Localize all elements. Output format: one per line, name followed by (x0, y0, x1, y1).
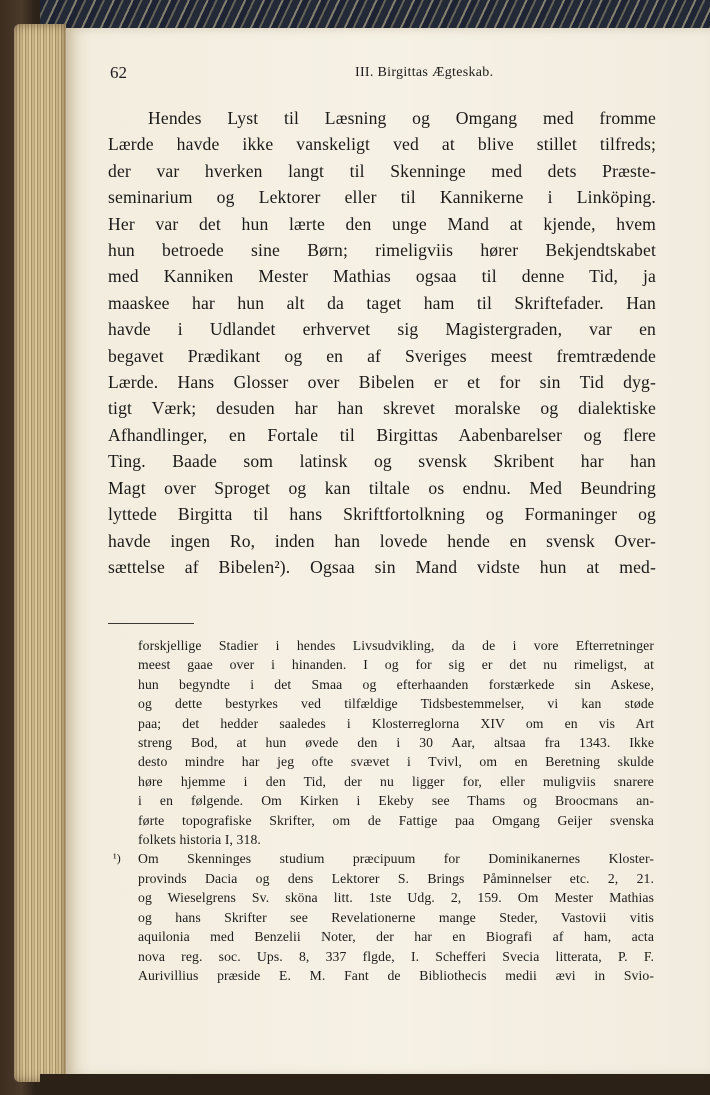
text-line: Hendes Lyst til Læsning og Omgang med fromme (148, 108, 656, 128)
main-text (108, 105, 656, 580)
footnote-line: førte topografiske Skrifter, om de Fattige paa Omgang Geijer svenska (138, 812, 654, 828)
footnote-line: hun begyndte i det Smaa og efterhaanden forstærkede sin Askese, (138, 676, 654, 692)
bottom-edge (40, 1074, 710, 1095)
text-line: Magt over Sproget og kan tiltale os endnu. Med Beundring (108, 477, 656, 498)
text-line: hun betroede sine Børn; rimeligviis hører Bekjendtskabet (108, 240, 656, 261)
footnote-marker: ¹) (113, 851, 121, 866)
text-line: seminarium og Lektorer eller til Kannikerne i Linköping. (108, 187, 656, 208)
text-line: havde ingen Ro, inden han lovede hende en svensk Over- (108, 530, 656, 551)
footnote-line: høre hjemme i den Tid, der nu ligger for, eller muligviis snarere (138, 773, 654, 789)
text-line: begavet Prædikant og en af Sveriges meest fremtrædende (108, 345, 656, 366)
text-line: havde i Udlandet erhvervet sig Magistergraden, var en (108, 319, 656, 340)
footnote-line: nova reg. soc. Ups. 8, 337 flgde, I. Schefferi Svecia litterata, P. F. (138, 948, 654, 964)
footnote-line: meest gaae over i hinanden. I og for sig er det nu rimeligst, at (138, 657, 654, 673)
marbled-cover-edge (40, 0, 710, 28)
footnote-line: folkets historia I, 318. (138, 832, 261, 848)
text-line: lyttede Birgitta til hans Skriftfortolkning og Formaninger og (108, 504, 656, 525)
running-head: III. Birgittas Ægteskab. (355, 65, 494, 80)
footnote-line: og hans Skrifter see Revelationerne mange Steder, Vastovii vitis (138, 909, 654, 925)
footnote-line: aquilonia med Benzelii Noter, der har en Biografi af ham, acta (138, 929, 654, 945)
footnote-line: paa; det hedder saaledes i Klosterreglorna XIV om en vis Art (138, 715, 654, 731)
text-line: Lærde. Hans Glosser over Bibelen er et for sin Tid dyg- (108, 372, 656, 393)
footnote-line: i en følgende. Om Kirken i Ekeby see Thams og Broocmans an- (138, 793, 654, 809)
text-line: sættelse af Bibelen²). Ogsaa sin Mand vidste hun at med- (108, 556, 656, 577)
footnote-1 (113, 849, 654, 985)
text-line: Afhandlinger, en Fortale til Birgittas Aabenbarelser og flere (108, 424, 656, 445)
footnotes (113, 636, 654, 985)
footnote-line: og Wieselgrens Sv. sköna litt. 1ste Udg. 2, 159. Om Mester Mathias (138, 890, 654, 906)
footnote-line: streng Bod, at hun øvede den i 30 Aar, altsaa fra 1343. Ikke (138, 735, 654, 751)
footnote-rule (108, 623, 194, 624)
footnote-line: og dette bestyrkes ved tilfældige Tidsbestemmelser, vi kan støde (138, 696, 654, 712)
footnote-line: forskjellige Stadier i hendes Livsudvikling, da de i vore Efterretninger (138, 638, 654, 653)
page-edges (14, 24, 66, 1082)
text-line: maaskee har hun alt da taget ham til Skriftefader. Han (108, 292, 656, 313)
text-line: der var hverken langt til Skenninge med dets Præste- (108, 160, 656, 181)
footnote-line: Aurivillius præside E. M. Fant de Bibliothecis medii ævi in Svio- (138, 967, 654, 983)
text-line: tigt Værk; desuden har han skrevet moralske og dialektiske (108, 398, 656, 419)
footnote-line: provinds Dacia og dens Lektorer S. Brings Påminnelser etc. 2, 21. (138, 870, 654, 886)
text-line: Her var det hun lærte den unge Mand at kjende, hvem (108, 213, 656, 234)
footnote-line: Om Skenninges studium præcipuum for Dominikanernes Kloster- (138, 851, 654, 867)
page-number: 62 (110, 63, 127, 82)
text-line: Ting. Baade som latinsk og svensk Skribent har han (108, 451, 656, 472)
text-line: Lærde havde ikke vanskeligt ved at blive stillet tilfreds; (108, 134, 656, 155)
text-line: med Kanniken Mester Mathias ogsaa til denne Tid, ja (108, 266, 656, 287)
footnote-line: desto mindre har jeg ofte svævet i Tvivl, om en Beretning skulde (138, 754, 654, 770)
